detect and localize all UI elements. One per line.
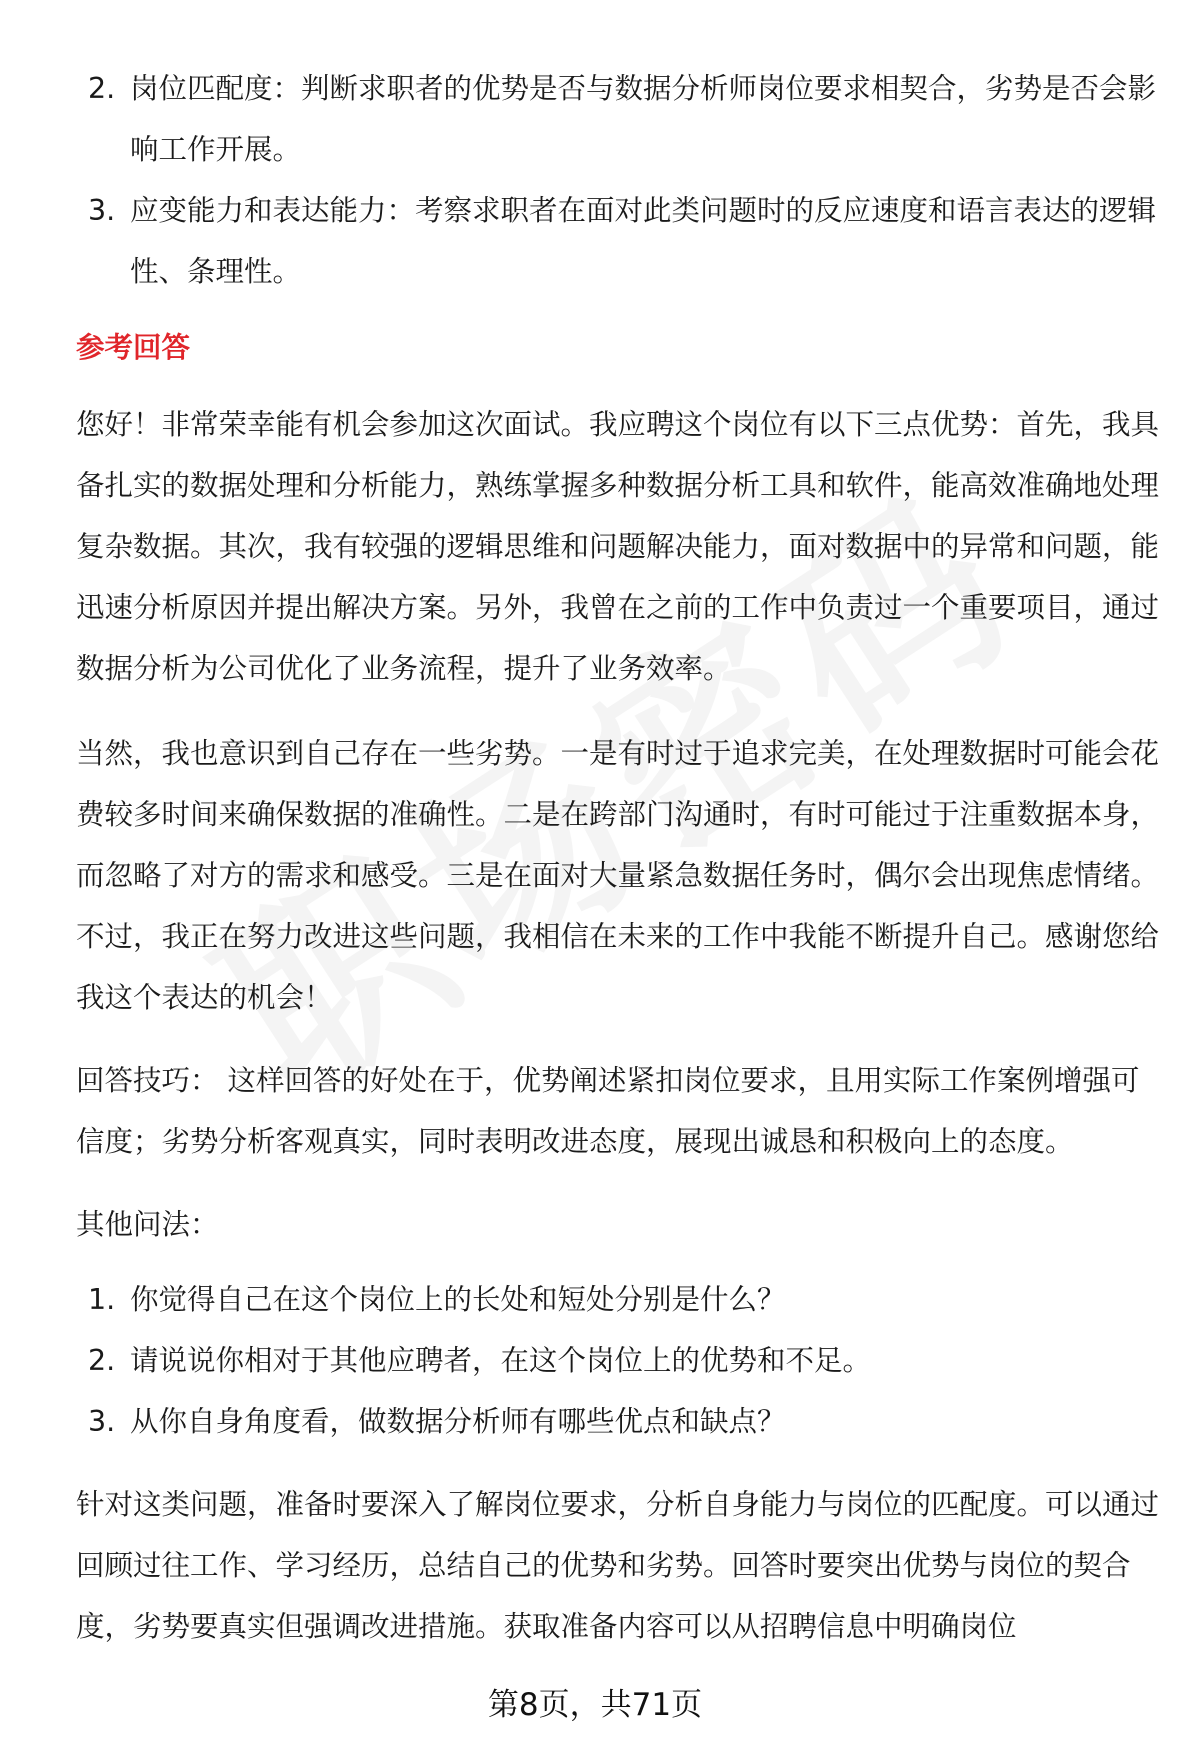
list-item-number: 2. bbox=[88, 72, 116, 105]
answer-paragraph: 您好！非常荣幸能有机会参加这次面试。我应聘这个岗位有以下三点优势：首先，我具备扎实的数据处理和分析能力，熟练掌握多种数据分析工具和软件，能高效准确地处理复杂数据。其次，我有较强的逻辑思维和问题解决能力，面对数据中的异常和问题，能迅速分析原因并提出解决方案。另外，我曾在之前的工作中负责过一个重要项目，通过数据分析为公司优化了业务流程，提升了业务效率。 bbox=[76, 408, 1160, 685]
closing-paragraph: 针对这类问题，准备时要深入了解岗位要求，分析自身能力与岗位的匹配度。可以通过回顾过往工作、学习经历，总结自己的优势和劣势。回答时要突出优势与岗位的契合度，劣势要真实但强调改进措施。获取准备内容可以从招聘信息中明确岗位 bbox=[76, 1488, 1160, 1643]
list-item-text: 从你自身角度看，做数据分析师有哪些优点和缺点？ bbox=[130, 1405, 786, 1438]
tips-paragraph: 回答技巧： 这样回答的好处在于，优势阐述紧扣岗位要求，且用实际工作案例增强可信度；劣势分析客观真实，同时表明改进态度，展现出诚恳和积极向上的态度。 bbox=[76, 1064, 1140, 1158]
reference-answer-heading: 参考回答 bbox=[76, 331, 191, 364]
list-item-text: 请说说你相对于其他应聘者，在这个岗位上的优势和不足。 bbox=[130, 1344, 872, 1377]
list-item-number: 1. bbox=[88, 1283, 116, 1316]
other-questions-list bbox=[76, 1269, 1166, 1452]
list-item-text: 岗位匹配度：判断求职者的优势是否与数据分析师岗位要求相契合，劣势是否会影响工作开展。 bbox=[130, 72, 1157, 166]
list-item-text: 应变能力和表达能力：考察求职者在面对此类问题时的反应速度和语言表达的逻辑性、条理性。 bbox=[130, 194, 1157, 288]
list-item-number: 3. bbox=[88, 1405, 116, 1438]
list-item bbox=[76, 180, 1166, 302]
list-item bbox=[76, 58, 1166, 180]
answer-paragraph: 当然，我也意识到自己存在一些劣势。一是有时过于追求完美，在处理数据时可能会花费较多时间来确保数据的准确性。二是在跨部门沟通时，有时可能过于注重数据本身，而忽略了对方的需求和感受。三是在面对大量紧急数据任务时，偶尔会出现焦虑情绪。不过，我正在努力改进这些问题，我相信在未来的工作中我能不断提升自己。感谢您给我这个表达的机会！ bbox=[76, 737, 1160, 1014]
page-content bbox=[76, 58, 1166, 1657]
other-questions-heading: 其他问法： bbox=[76, 1208, 219, 1241]
page-number-footer: 第8页，共71页 bbox=[487, 1687, 703, 1723]
evaluation-points-list bbox=[76, 58, 1166, 302]
list-item bbox=[76, 1330, 1166, 1391]
list-item bbox=[76, 1269, 1166, 1330]
list-item-number: 2. bbox=[88, 1344, 116, 1377]
list-item-text: 你觉得自己在这个岗位上的长处和短处分别是什么？ bbox=[130, 1283, 786, 1316]
list-item bbox=[76, 1391, 1166, 1452]
list-item-number: 3. bbox=[88, 194, 116, 227]
